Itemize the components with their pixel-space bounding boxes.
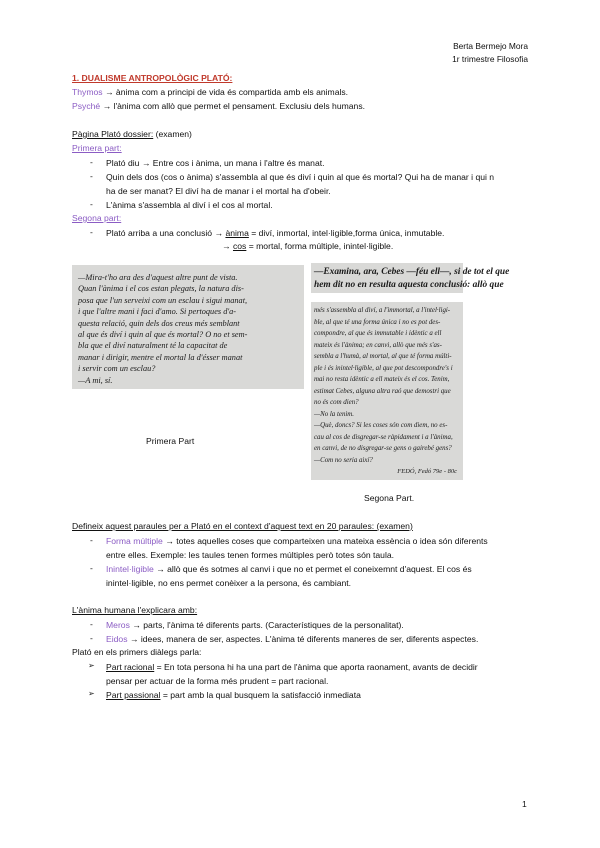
thymos-term: Thymos [72, 87, 103, 97]
anima-definition: = diví, inmortal, intel·ligible,forma única, inmutable. [248, 228, 445, 238]
header-term: 1r trimestre Filosofia [452, 54, 528, 64]
page-number: 1 [522, 799, 527, 809]
meros-line [106, 619, 404, 632]
scan-line: no és com dien? [314, 399, 359, 406]
dossier-heading [72, 129, 192, 139]
scan-text [72, 265, 304, 386]
definition-inintel [106, 563, 472, 576]
meros-term: Meros [106, 620, 130, 630]
scan-line: Quan l'ànima i el cos estan plegats, la natura dis- [78, 284, 244, 294]
passional-line [106, 689, 361, 702]
part2-item-cos [222, 241, 393, 251]
part1-item: Plató diu → Entre cos i ànima, un mana i l'altre és manat. [106, 158, 325, 168]
dossier-heading-label: Pàgina Plató dossier: [72, 129, 154, 139]
psyche-text: → l'ànima com allò que permet el pensament. Exclusiu dels humans. [100, 101, 366, 111]
scan-line: ble, al que té una forma única i no es pot des- [314, 318, 441, 326]
thymos-line [72, 87, 348, 97]
scan-heading-text [311, 263, 510, 291]
scan-image-primera [72, 265, 304, 389]
racional-line-cont: pensar per actuar de la forma més prudent = part racional. [106, 676, 329, 686]
scan-line: —Com no seria així? [314, 456, 373, 464]
scan-line: estimat Cebes, alguna altra raó que demostri que [314, 387, 451, 395]
passional-text: = part amb la qual busquem la satisfacció inmediata [160, 690, 361, 700]
definition-forma-cont: entre elles. Exemple: les taules tenen formes múltiples però totes són taula. [106, 550, 395, 560]
racional-text: = En tota persona hi ha una part de l'ànima que aporta raonament, avants de decidir [154, 662, 478, 672]
scan-line: mateix és l'ànima; en canvi, allò que més s'as- [314, 341, 442, 349]
scan-line: cau al cos de disgregar-se ràpidament i a l'ànima, [314, 433, 453, 441]
definition-forma [106, 535, 488, 548]
racional-line [106, 661, 478, 674]
scan-line: i que l'altre mani i faci d'amo. Si pertoques d'a- [78, 307, 237, 317]
scan-line: sembla a l'humà, al mortal, al que té forma múlti- [314, 353, 452, 360]
caption-segona: Segona Part. [364, 493, 415, 503]
scan-line: al que és diví i quin al que és mortal? O no et sem- [78, 330, 248, 340]
scan-line: —Què, doncs? Si les coses són com diem, no es- [314, 422, 448, 429]
cos-definition: = mortal, forma múltiple, inintel·ligible. [246, 241, 394, 251]
scan-image-segona-heading [311, 263, 510, 293]
scan-line: en canvi, de no disgregar-se gens o gairebé gens? [314, 445, 452, 452]
header-author: Berta Bermejo Mora [453, 41, 528, 51]
thymos-text: → ànima com a principi de vida és compartida amb els animals. [102, 87, 349, 97]
scan-source: FEDÓ, Fedó 79e - 80c [397, 468, 457, 475]
psyche-line [72, 101, 365, 111]
forma-term: Forma múltiple [106, 536, 163, 546]
dossier-heading-suffix: (examen) [153, 129, 192, 139]
part2-item [106, 227, 444, 240]
cos-term: cos [232, 241, 247, 251]
bullet-dash: - [90, 535, 93, 545]
bullet-dash: - [90, 563, 93, 573]
inintel-term: Inintel·ligible [106, 564, 154, 574]
definitions-heading: Defineix aquest paraules per a Plató en el context d'aquest text en 20 paraules: (examen) [72, 521, 413, 531]
arrow-bullet-icon: ➢ [88, 661, 95, 670]
part2-label: Segona part: [72, 213, 122, 223]
scan-image-segona [311, 302, 463, 480]
scan-line: questa relació, quin dels dos creus més semblant [78, 318, 240, 328]
scan-line: posa que l'un serveixi com un esclau i sigui manat, [78, 295, 248, 305]
bullet-dash: - [90, 619, 93, 629]
scan-line: més s'assembla al diví, a l'immortal, a l'intel·ligi- [314, 307, 451, 314]
eidos-text: → idees, manera de ser, aspectes. L'ànima té diferents maneres de ser, diferents aspectes. [127, 634, 479, 644]
scan-line: bla que el diví naturalment té la capacitat de [78, 341, 228, 351]
scan-line: mai no resta idèntic a ell mateix és el cos. Tenim, [314, 376, 450, 383]
part2-pre: Plató arriba a una conclusió → [106, 228, 226, 238]
scan-line: ple i és inintel·ligible, al que pot descompondre's i [314, 364, 453, 372]
inintel-text: → allò que és sotmes al canvi i que no et permet el coneixemnt d'aquest. El cos és [153, 564, 472, 574]
scan-line: —No la tenim. [314, 410, 355, 418]
scan-line: —Examina, ara, Cebes —féu ell—, si de tot el que [314, 267, 510, 277]
eidos-term: Eidos [106, 634, 128, 644]
scan-line: manar i dirigir, mentre el mortal la d'ésser manat [78, 352, 243, 362]
anima-term: ànima [225, 228, 249, 238]
scan-text [311, 302, 463, 466]
scan-line: —A mi, sí. [78, 375, 113, 385]
scan-line: i servir com un esclau? [78, 364, 156, 374]
part1-label: Primera part: [72, 143, 122, 153]
psyche-term: Psyché [72, 101, 101, 111]
meros-text: → parts, l'ànima té diferents parts. (Característiques de la personalitat). [129, 620, 404, 630]
definition-inintel-cont: inintel·ligible, no ens permet conèixer a la persona, és cambiant. [106, 578, 352, 588]
scan-line: —Mira-t'ho ara des d'aquest altre punt de vista. [78, 273, 238, 282]
racional-term: Part racional [106, 662, 155, 672]
bullet-dash: - [90, 171, 93, 181]
part1-item-cont: ha de ser manat? El diví ha de manar i el mortal ha d'obeir. [106, 186, 331, 196]
passional-term: Part passional [106, 690, 161, 700]
caption-primera: Primera Part [146, 436, 195, 446]
part1-item: L'ànima s'assembla al diví i el cos al mortal. [106, 200, 273, 210]
soul-heading: L'ànima humana l'explicara amb: [72, 605, 198, 615]
part1-item: Quin dels dos (cos o ànima) s'assembla al que és diví i quin al que és mortal? Qui ha de manar i qui n [106, 172, 495, 182]
arrow: → [222, 241, 233, 251]
bullet-dash: - [90, 157, 93, 167]
forma-text: → totes aquelles coses que comparteixen una mateixa essència o idea són diferents [162, 536, 488, 546]
bullet-dash: - [90, 199, 93, 209]
section-title: 1. DUALISME ANTROPOLÒGIC PLATÓ: [72, 73, 233, 83]
arrow-bullet-icon: ➢ [88, 689, 95, 698]
eidos-line [106, 633, 478, 646]
scan-line: compondre, al que és immutable i idèntic a ell [314, 330, 442, 337]
scan-line: hem dit no en resulta aquesta conclusió: allò que [314, 279, 504, 290]
bullet-dash: - [90, 227, 93, 237]
bullet-dash: - [90, 633, 93, 643]
dialogues-line: Plató en els primers diàlegs parla: [72, 647, 202, 657]
